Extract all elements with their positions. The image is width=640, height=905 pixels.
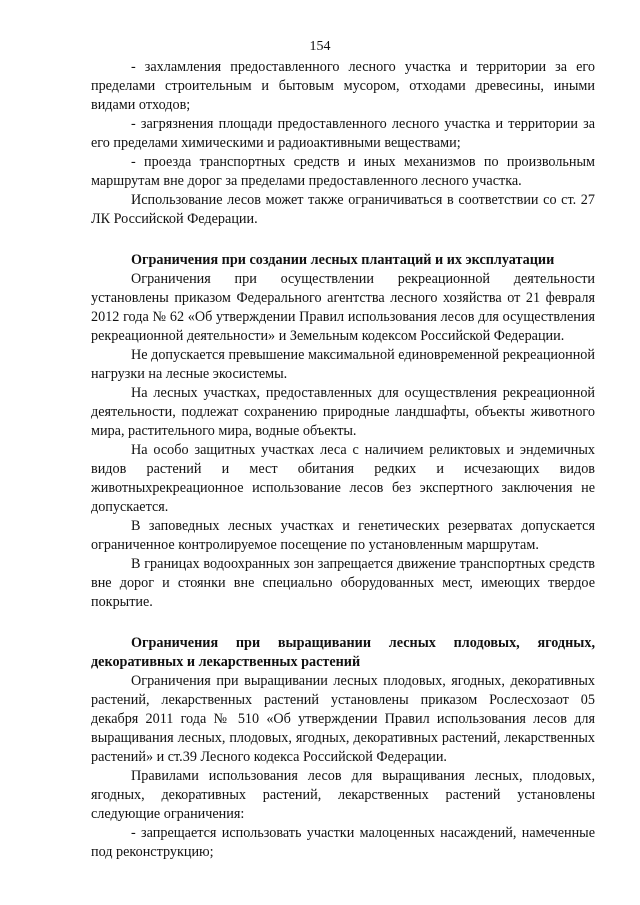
paragraph: Использование лесов может также ограничиваться в соответствии со ст. 27 ЛК Российской Федерации.	[91, 192, 595, 227]
page-number: 154	[309, 39, 331, 54]
paragraph: Не допускается превышение максимальной единовременной рекреационной нагрузки на лесные экосистемы.	[91, 347, 595, 382]
paragraph: На лесных участках, предоставленных для осуществления рекреационной деятельности, подлежат сохранению природные ландшафты, объекты животного мира, растительного мира, водные объекты.	[91, 385, 595, 439]
paragraph: Ограничения при выращивании лесных плодовых, ягодных, декоративных растений, лекарственных растений установлены приказом Рослесхозаот 05 декабря 2011 года № 510 «Об утверждении Правил использования лесов для выращивания лесных, плодовых, ягодных, декоративных растений, лекарственных растений» и ст.39 Лесного кодекса Российской Федерации.	[91, 673, 595, 765]
list-item: - запрещается использовать участки малоценных насаждений, намеченные под реконструкцию;	[91, 825, 595, 860]
document-body	[91, 58, 595, 862]
paragraph: В границах водоохранных зон запрещается движение транспортных средств вне дорог и стоянки вне специально оборудованных мест, имеющих твердое покрытие.	[91, 556, 595, 610]
paragraph: Ограничения при осуществлении рекреационной деятельности установлены приказом Федерального агентства лесного хозяйства от 21 февраля 2012 года № 62 «Об утверждении Правил использования лесов для осуществления рекреационной деятельности» и Земельным кодексом Российской Федерации.	[91, 271, 595, 344]
paragraph: На особо защитных участках леса с наличием реликтовых и эндемичных видов растений и мест обитания редких и исчезающих видов животныхрекреационное использование лесов без экспертного заключения не допускается.	[91, 442, 595, 515]
list-item: - загрязнения площади предоставленного лесного участка и территории за его пределами химическими и радиоактивными веществами;	[91, 116, 595, 151]
section-heading: Ограничения при выращивании лесных плодовых, ягодных, декоративных и лекарственных растений	[91, 635, 595, 670]
list-item: - захламления предоставленного лесного участка и территории за его пределами строительным и бытовым мусором, отходами древесины, иными видами отходов;	[91, 59, 595, 113]
paragraph: В заповедных лесных участках и генетических резерватах допускается ограниченное контролируемое посещение по установленным маршрутам.	[91, 518, 595, 553]
list-item: - проезда транспортных средств и иных механизмов по произвольным маршрутам вне дорог за пределами предоставленного лесного участка.	[91, 154, 595, 189]
paragraph: Правилами использования лесов для выращивания лесных, плодовых, ягодных, декоративных растений, лекарственных растений установлены следующие ограничения:	[91, 768, 595, 822]
section-heading: Ограничения при создании лесных плантаций и их эксплуатации	[131, 252, 555, 268]
